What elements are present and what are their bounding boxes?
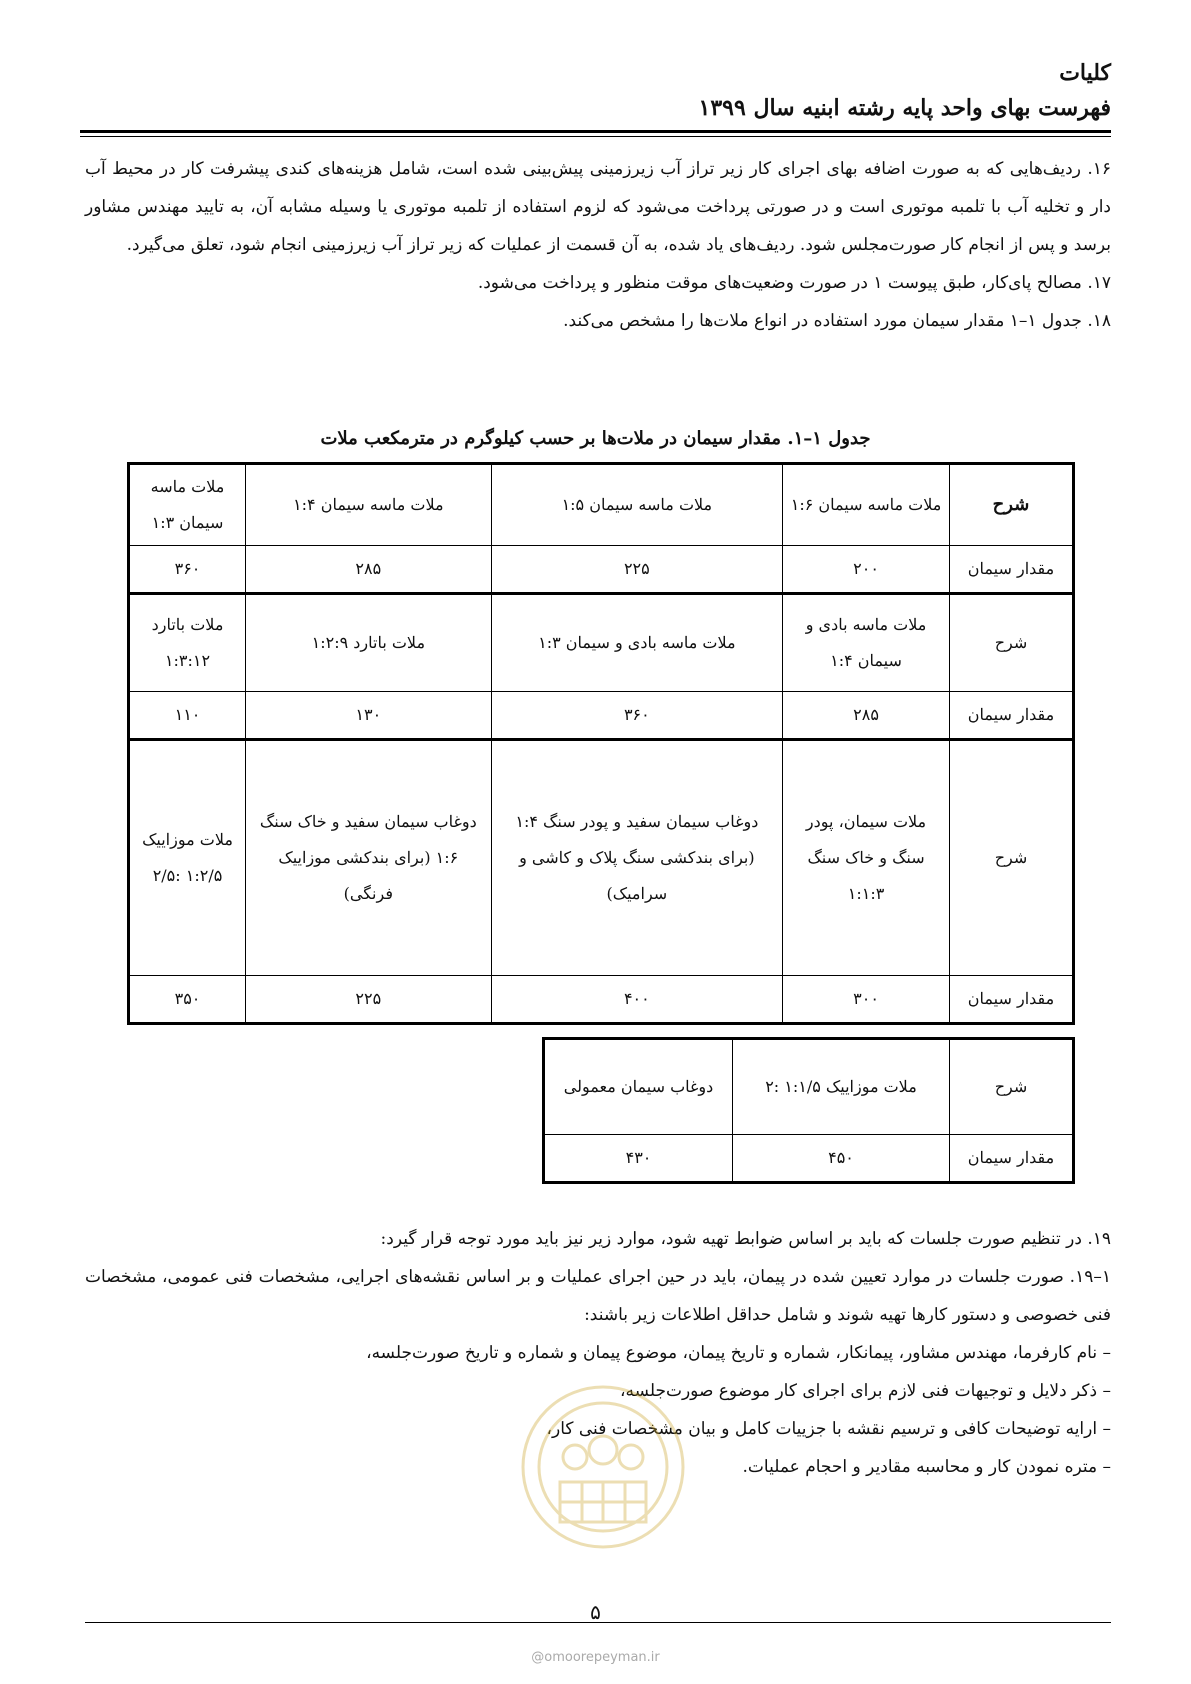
table-label-desc: شرح [950,740,1074,976]
header-title: کلیات [1059,60,1111,86]
cement-table-extension [542,1037,1075,1184]
bullet-item: – نام کارفرما، مهندس مشاور، پیمانکار، شماره و تاریخ پیمان، موضوع پیمان و شماره و تاریخ صورت‌جلسه، [366,1343,1111,1363]
table-cell: ملات ماسه بادی و سیمان ۱:۳ [491,594,782,692]
table-label-amount: مقدار سیمان [950,692,1074,740]
table-cell: ۱۱۰ [129,692,246,740]
paragraph-19-1: ۱–۱۹. صورت جلسات در موارد تعیین شده در پیمان، باید در حین اجرای عملیات و بر اساس نقشه‌های اجرایی، مشخصات فنی عمومی، مشخصات فنی خصوصی و دستور کارها تهیه شوند و شامل حداقل اطلاعات زیر باشند: [85,1267,1111,1325]
paragraph-16: ۱۶. ردیف‌هایی که به صورت اضافه بهای اجرای کار زیر تراز آب زیرزمینی پیش‌بینی شده است، شامل هزینه‌های کندی پیشرفت کار در محیط آب دار و تخلیه آب با تلمبه موتوری است و در صورتی پرداخت می‌شود که لزوم استفاده از تلمبه موتوری یا وسیله مشابه آن، به تایید مهندس مشاور برسد و پس از انجام کار صورت‌مجلس شود. ردیف‌های یاد شده، به آن قسمت از عملیات که زیر تراز آب زیرزمینی انجام شود، تعلق می‌گیرد. [85,159,1111,255]
table-cell: ۳۵۰ [129,976,246,1024]
bullet-item: – متره نمودن کار و محاسبه مقادیر و احجام عملیات. [742,1457,1111,1477]
bullet-item: – ذکر دلایل و توجیهات فنی لازم برای اجرای کار موضوع صورت‌جلسه، [620,1381,1111,1401]
header-rule-thick [80,130,1111,133]
paragraph-17: ۱۷. مصالح پای‌کار، طبق پیوست ۱ در صورت وضعیت‌های موقت منظور و پرداخت می‌شود. [477,273,1111,293]
table-cell: ملات موزاییک ۱:۱/۵ :۲ [733,1039,950,1135]
table-cell: ملات ماسه بادی و سیمان ۱:۴ [783,594,950,692]
table-cell: دوغاب سیمان سفید و خاک سنگ ۱:۶ (برای بندکشی موزاییک فرنگی) [246,740,492,976]
table-cell: دوغاب سیمان معمولی [544,1039,733,1135]
table-cell: ۴۵۰ [733,1135,950,1183]
table-label-amount: مقدار سیمان [950,546,1074,594]
table-cell: ملات ماسه سیمان ۱:۳ [129,464,246,546]
table-cell: ملات موزاییک ۱:۲/۵ :۲/۵ [129,740,246,976]
table-cell: ملات ماسه سیمان ۱:۵ [491,464,782,546]
table-label-amount: مقدار سیمان [950,976,1074,1024]
body-top [85,150,1111,340]
table-cell: ۴۳۰ [544,1135,733,1183]
table-cell: ملات باتارد ۱:۳:۱۲ [129,594,246,692]
table-cell: دوغاب سیمان سفید و پودر سنگ ۱:۴ (برای بندکشی سنگ پلاک و کاشی و سرامیک) [491,740,782,976]
table-cell: ۲۰۰ [783,546,950,594]
footer-url: @omoorepeyman.ir [531,1650,660,1665]
seal-logo-icon [515,1372,690,1562]
header-rule-thin [80,136,1111,137]
table-cell: ۳۰۰ [783,976,950,1024]
bullet-item: – ارایه توضیحات کافی و ترسیم نقشه با جزییات کامل و بیان مشخصات فنی کار، [546,1419,1111,1439]
table-cell: ۲۸۵ [246,546,492,594]
table-cell: ملات باتارد ۱:۲:۹ [246,594,492,692]
table-label-desc: شرح [950,594,1074,692]
table-cell: ۳۶۰ [129,546,246,594]
table-cell: ملات سیمان، پودر سنگ و خاک سنگ ۱:۱:۳ [783,740,950,976]
page-number: ۵ [590,1600,601,1624]
table-cell: ۲۲۵ [246,976,492,1024]
table-cell: ۴۰۰ [491,976,782,1024]
table-caption: جدول ۱–۱. مقدار سیمان در ملات‌ها بر حسب کیلوگرم در مترمکعب ملات [320,428,871,449]
header-subtitle: فهرست بهای واحد پایه رشته ابنیه سال ۱۳۹۹ [698,95,1111,121]
footer-rule [85,1622,1111,1623]
table-cell: ۱۳۰ [246,692,492,740]
table-cell: ملات ماسه سیمان ۱:۴ [246,464,492,546]
table-cell: ۲۲۵ [491,546,782,594]
table-cell: ۳۶۰ [491,692,782,740]
table-label-amount: مقدار سیمان [950,1135,1074,1183]
table-cell: ۲۸۵ [783,692,950,740]
table-cell: ملات ماسه سیمان ۱:۶ [783,464,950,546]
table-header-desc: شرح [950,464,1074,546]
paragraph-19: ۱۹. در تنظیم صورت جلسات که باید بر اساس ضوابط تهیه شود، موارد زیر نیز باید مورد توجه قرار گیرد: [380,1229,1111,1249]
cement-table [127,462,1075,1025]
paragraph-18: ۱۸. جدول ۱–۱ مقدار سیمان مورد استفاده در انواع ملات‌ها را مشخص می‌کند. [563,311,1111,331]
table-label-desc: شرح [950,1039,1074,1135]
